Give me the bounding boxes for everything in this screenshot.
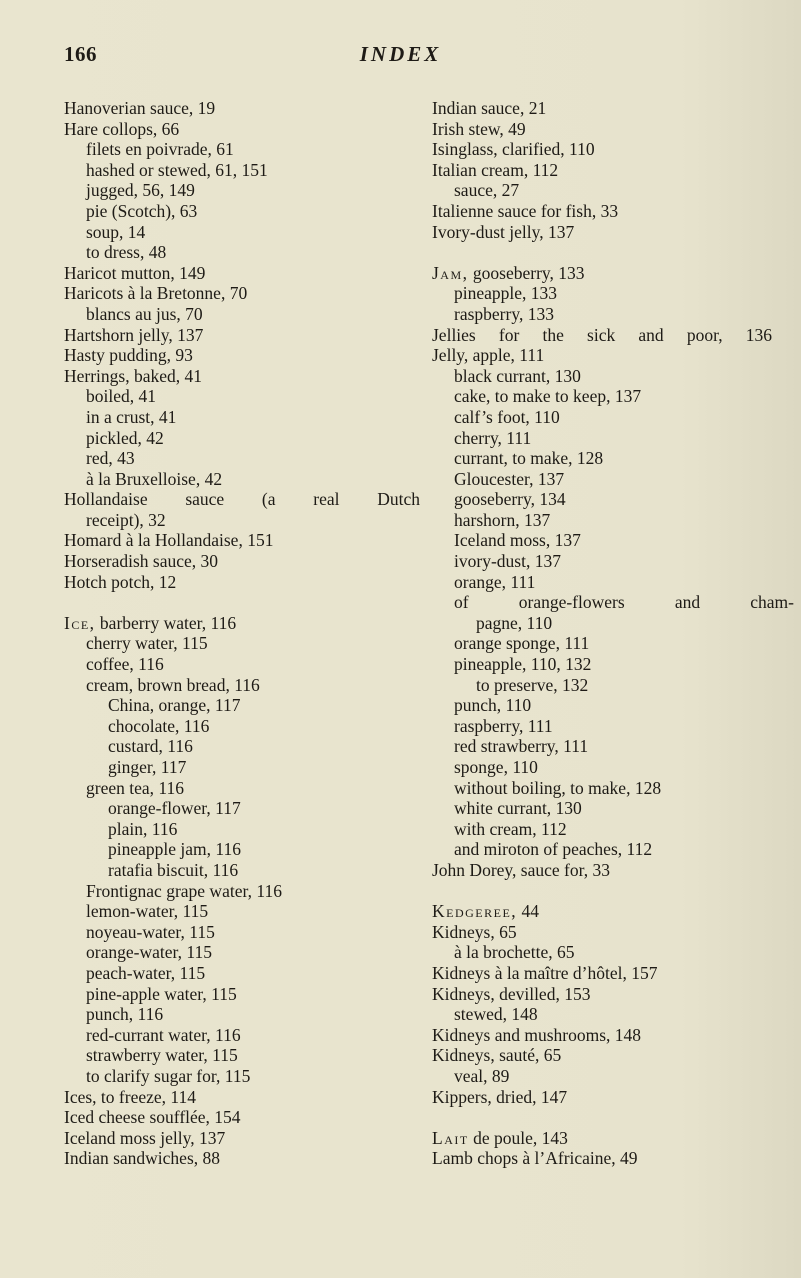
- index-entry-text: pie (Scotch), 63: [86, 200, 198, 221]
- index-entry: [432, 860, 772, 881]
- index-subentry: [64, 881, 424, 902]
- index-entry-text: cake, to make to keep, 137: [454, 386, 642, 407]
- index-entry: [64, 325, 424, 346]
- index-entry: [432, 139, 772, 160]
- index-subentry: [64, 201, 424, 222]
- index-subentry: [432, 675, 772, 696]
- section-initial-word: Lait: [432, 1127, 469, 1148]
- index-subentry: [64, 1066, 424, 1087]
- index-entry-text: punch, 110: [454, 695, 532, 716]
- index-entry-text: pineapple, 110, 132: [454, 654, 592, 675]
- index-entry-text: Gloucester, 137: [454, 468, 565, 489]
- index-entry-text: Iceland moss, 137: [454, 530, 581, 551]
- index-entry-text: in a crust, 41: [86, 406, 177, 427]
- index-subentry: [432, 448, 772, 469]
- index-entry-text: John Dorey, sauce for, 33: [432, 859, 610, 880]
- index-entry-text: orange-flower, 117: [108, 798, 241, 819]
- index-subentry: [64, 942, 424, 963]
- index-subentry: [432, 469, 772, 490]
- index-entry-text: Kidneys, 65: [432, 921, 517, 942]
- index-entry: [432, 984, 772, 1005]
- index-entry-text: green tea, 116: [86, 777, 184, 798]
- index-entry-text: currant, to make, 128: [454, 448, 604, 469]
- index-subentry: [64, 160, 424, 181]
- index-subentry: [64, 654, 424, 675]
- index-subentry: [432, 510, 772, 531]
- index-subentry: [64, 139, 424, 160]
- index-entry: [64, 283, 424, 304]
- index-entry-text: Ices, to freeze, 114: [64, 1086, 196, 1107]
- index-subentry: [432, 407, 772, 428]
- index-entry-text: to dress, 48: [86, 242, 167, 263]
- index-subentry: [432, 592, 794, 613]
- index-entry-text: to preserve, 132: [476, 674, 589, 695]
- index-entry: [432, 1128, 772, 1149]
- section-initial-word: Jam,: [432, 262, 469, 283]
- index-entry-text: gooseberry, 133: [472, 262, 585, 283]
- index-entry-text: lemon-water, 115: [86, 901, 209, 922]
- index-entry-text: Ivory-dust jelly, 137: [432, 221, 575, 242]
- index-entry-text: pineapple jam, 116: [108, 839, 241, 860]
- index-entry: [64, 551, 424, 572]
- index-entry-text: de poule, 143: [473, 1127, 568, 1148]
- index-entry-text: sauce, 27: [454, 180, 520, 201]
- index-entry-text: black currant, 130: [454, 365, 581, 386]
- index-subentry: [432, 1004, 772, 1025]
- index-entry-text: Hartshorn jelly, 137: [64, 324, 204, 345]
- index-entry-text: red strawberry, 111: [454, 736, 589, 757]
- index-entry-text: without boiling, to make, 128: [454, 777, 662, 798]
- index-entry-text: Indian sandwiches, 88: [64, 1148, 221, 1169]
- index-entry: [64, 572, 424, 593]
- index-subentry: [64, 901, 424, 922]
- section-initial-word: Ice,: [64, 612, 96, 633]
- index-entry-text: of orange-flowers and cham-: [454, 592, 794, 613]
- index-subentry: [64, 1025, 424, 1046]
- index-entry: [432, 160, 772, 181]
- index-entry-text: Homard à la Hollandaise, 151: [64, 530, 274, 551]
- index-entry-text: Irish stew, 49: [432, 118, 526, 139]
- index-entry-text: Haricot mutton, 149: [64, 262, 206, 283]
- index-entry: [64, 1148, 424, 1169]
- index-subentry: [432, 942, 772, 963]
- index-entry-text: Jelly, apple, 111: [432, 345, 545, 366]
- index-entry-text: and miroton of peaches, 112: [454, 839, 653, 860]
- index-entry-text: pagne, 110: [476, 612, 553, 633]
- index-entry-text: Lamb chops à l’Africaine, 49: [432, 1148, 638, 1169]
- index-entry-text: harshorn, 137: [454, 509, 551, 530]
- index-subentry: [432, 551, 772, 572]
- index-subentry: [64, 304, 424, 325]
- index-entry-text: cherry, 111: [454, 427, 532, 448]
- index-entry-text: Italian cream, 112: [432, 159, 559, 180]
- index-entry-text: peach-water, 115: [86, 962, 206, 983]
- index-entry-text: à la brochette, 65: [454, 942, 575, 963]
- index-subentry: [432, 283, 772, 304]
- index-subentry: [432, 654, 772, 675]
- index-column-left: [64, 98, 424, 1169]
- index-entry-text: ivory-dust, 137: [454, 551, 561, 572]
- index-entry: [432, 222, 772, 243]
- section-gap: [64, 592, 424, 613]
- index-entry: [432, 119, 772, 140]
- index-entry-text: with cream, 112: [454, 818, 567, 839]
- index-entry: [432, 325, 772, 346]
- index-entry-text: Kidneys and mushrooms, 148: [432, 1024, 642, 1045]
- index-entry: [432, 201, 772, 222]
- index-entry-text: Kippers, dried, 147: [432, 1086, 568, 1107]
- index-entry-text: receipt), 32: [86, 509, 166, 530]
- index-subentry: [64, 922, 424, 943]
- index-entry-text: raspberry, 133: [454, 303, 554, 324]
- index-subentry: [432, 757, 772, 778]
- index-entry-text: cherry water, 115: [86, 633, 208, 654]
- index-entry-text: à la Bruxelloise, 42: [86, 468, 223, 489]
- index-subentry: [64, 984, 424, 1005]
- index-entry-text: filets en poivrade, 61: [86, 139, 234, 160]
- index-subentry: [64, 860, 424, 881]
- index-subentry: [432, 613, 772, 634]
- index-entry: [432, 98, 772, 119]
- index-entry-text: noyeau-water, 115: [86, 921, 215, 942]
- running-head: INDEX: [359, 42, 442, 66]
- index-entry: [64, 1107, 424, 1128]
- index-entry-text: cream, brown bread, 116: [86, 674, 260, 695]
- index-entry: [64, 345, 424, 366]
- index-entry-text: gooseberry, 134: [454, 489, 566, 510]
- index-subentry: [64, 757, 424, 778]
- index-subentry: [432, 1066, 772, 1087]
- index-entry-text: Iced cheese soufflée, 154: [64, 1107, 241, 1128]
- section-initial-word: Kedgeree,: [432, 901, 518, 922]
- index-entry: [432, 922, 772, 943]
- index-entry-text: orange sponge, 111: [454, 633, 590, 654]
- index-subentry: [64, 695, 424, 716]
- index-entry-text: soup, 14: [86, 221, 146, 242]
- index-entry-text: Isinglass, clarified, 110: [432, 139, 595, 160]
- index-entry: [432, 345, 772, 366]
- index-entry-text: red, 43: [86, 448, 135, 469]
- index-entry: [432, 1148, 772, 1169]
- index-entry-text: calf’s foot, 110: [454, 406, 560, 427]
- index-entry-text: Kidneys, sauté, 65: [432, 1045, 562, 1066]
- index-entry-text: Hollandaise sauce (a real Dutch: [64, 489, 420, 510]
- index-subentry: [64, 1045, 424, 1066]
- index-entry-text: strawberry water, 115: [86, 1045, 238, 1066]
- index-subentry: [64, 242, 424, 263]
- index-entry-text: Horseradish sauce, 30: [64, 551, 219, 572]
- index-entry-text: Hanoverian sauce, 19: [64, 98, 216, 118]
- index-entry-text: red-currant water, 116: [86, 1024, 241, 1045]
- index-subentry: [64, 716, 424, 737]
- index-entry: [432, 263, 772, 284]
- index-entry-text: raspberry, 111: [454, 715, 553, 736]
- index-entry: [432, 1045, 772, 1066]
- index-entry-text: ratafia biscuit, 116: [108, 859, 239, 880]
- index-entry-text: Herrings, baked, 41: [64, 365, 203, 386]
- index-subentry: [64, 633, 424, 654]
- index-subentry: [64, 407, 424, 428]
- index-entry: [64, 530, 424, 551]
- index-subentry: [432, 695, 772, 716]
- index-subentry: [432, 778, 772, 799]
- page-header: [0, 42, 801, 72]
- index-entry: [64, 263, 424, 284]
- index-entry-text: pickled, 42: [86, 427, 164, 448]
- index-entry: [64, 1087, 424, 1108]
- index-entry-text: jugged, 56, 149: [86, 180, 195, 201]
- index-subentry: [64, 963, 424, 984]
- page-number: 166: [64, 42, 97, 66]
- index-entry: [64, 366, 424, 387]
- index-subentry: [432, 366, 772, 387]
- index-entry: [64, 1128, 424, 1149]
- index-subentry: [432, 386, 772, 407]
- index-entry-text: Hasty pudding, 93: [64, 345, 193, 366]
- index-entry-text: pine-apple water, 115: [86, 983, 237, 1004]
- index-entry-text: hashed or stewed, 61, 151: [86, 159, 268, 180]
- index-subentry: [64, 428, 424, 449]
- index-entry: [432, 901, 772, 922]
- index-entry: [64, 613, 424, 634]
- index-entry: [432, 1087, 772, 1108]
- index-entry-text: plain, 116: [108, 818, 178, 839]
- index-subentry: [64, 180, 424, 201]
- index-subentry: [64, 675, 424, 696]
- section-gap: [432, 881, 772, 902]
- index-subentry: [64, 386, 424, 407]
- index-entry-text: sponge, 110: [454, 757, 538, 777]
- index-entry-text: Haricots à la Bretonne, 70: [64, 283, 248, 304]
- index-subentry: [64, 839, 424, 860]
- index-subentry: [64, 510, 424, 531]
- index-subentry: [432, 736, 772, 757]
- section-gap: [432, 242, 772, 263]
- index-entry-text: white currant, 130: [454, 798, 582, 819]
- index-entry-text: orange, 111: [454, 571, 536, 592]
- index-subentry: [64, 469, 424, 490]
- index-entry-text: blancs au jus, 70: [86, 303, 203, 324]
- index-entry-text: custard, 116: [108, 736, 193, 757]
- index-subentry: [432, 716, 772, 737]
- index-subentry: [432, 180, 772, 201]
- index-entry-text: ginger, 117: [108, 757, 187, 777]
- index-subentry: [432, 633, 772, 654]
- index-entry-text: pineapple, 133: [454, 283, 558, 304]
- index-entry-text: Frontignac grape water, 116: [86, 880, 282, 901]
- index-entry-text: to clarify sugar for, 115: [86, 1065, 251, 1086]
- index-entry: [432, 963, 772, 984]
- index-subentry: [64, 798, 424, 819]
- index-subentry: [64, 736, 424, 757]
- index-entry-text: barberry water, 116: [99, 612, 237, 633]
- index-entry-text: Jellies for the sick and poor, 136: [432, 324, 772, 345]
- index-subentry: [64, 222, 424, 243]
- index-column-right: [432, 98, 794, 1169]
- index-subentry: [64, 448, 424, 469]
- index-entry-text: Italienne sauce for fish, 33: [432, 200, 619, 221]
- index-entry-text: stewed, 148: [454, 1004, 538, 1025]
- index-entry-text: boiled, 41: [86, 386, 156, 407]
- index-entry-text: Hotch potch, 12: [64, 571, 177, 592]
- index-subentry: [64, 819, 424, 840]
- index-entry-text: Iceland moss jelly, 137: [64, 1127, 226, 1148]
- index-entry-text: Kidneys à la maître d’hôtel, 157: [432, 962, 658, 983]
- index-entry: [432, 1025, 772, 1046]
- index-subentry: [432, 839, 772, 860]
- index-entry-text: 44: [521, 901, 540, 922]
- index-entry-text: coffee, 116: [86, 654, 164, 675]
- index-subentry: [432, 428, 772, 449]
- index-subentry: [432, 819, 772, 840]
- index-entry: [64, 489, 424, 510]
- index-entry-text: punch, 116: [86, 1004, 164, 1025]
- index-subentry: [432, 489, 772, 510]
- index-subentry: [432, 304, 772, 325]
- index-entry-text: orange-water, 115: [86, 942, 212, 963]
- index-entry: [64, 119, 424, 140]
- section-gap: [432, 1107, 772, 1128]
- index-entry-text: veal, 89: [454, 1065, 510, 1086]
- index-subentry: [432, 572, 772, 593]
- index-entry-text: Kidneys, devilled, 153: [432, 983, 591, 1004]
- index-entry-text: China, orange, 117: [108, 695, 241, 716]
- index-subentry: [64, 1004, 424, 1025]
- index-entry-text: Hare collops, 66: [64, 118, 180, 139]
- index-subentry: [432, 530, 772, 551]
- index-entry-text: chocolate, 116: [108, 715, 210, 736]
- index-subentry: [432, 798, 772, 819]
- index-subentry: [64, 778, 424, 799]
- index-entry: [64, 98, 424, 119]
- index-entry-text: Indian sauce, 21: [432, 98, 547, 118]
